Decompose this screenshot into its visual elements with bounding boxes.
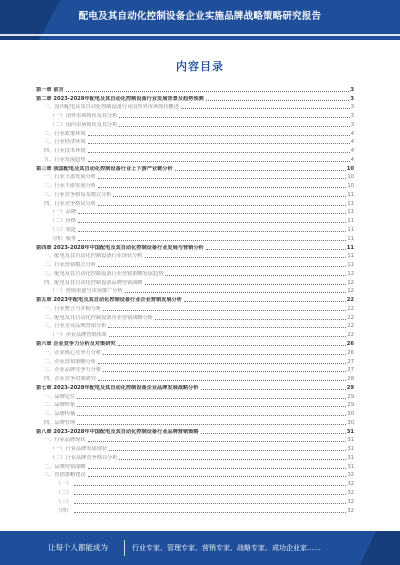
toc-leader-dots (109, 450, 346, 451)
toc-leader-dots (88, 152, 350, 153)
toc-entry-page: 22 (347, 305, 354, 312)
toc-entry[interactable] (36, 304, 354, 313)
toc-entry-title: 一、行业上游发展分析 (44, 174, 96, 181)
toc-entry[interactable] (36, 155, 354, 164)
toc-entry-title: 二、品牌形象 (44, 402, 76, 409)
toc-leader-dots (109, 336, 346, 337)
toc-leader-dots (78, 240, 346, 241)
toc-entry-page: 28 (347, 376, 354, 383)
toc-entry-title: 四、配电及其自动化控制设备品牌营销战略 (44, 279, 143, 286)
toc-entry[interactable] (36, 269, 354, 278)
footer-decoration (360, 531, 400, 565)
footer-divider (124, 540, 125, 556)
toc-entry[interactable] (36, 479, 354, 488)
toc-leader-dots (77, 415, 346, 416)
toc-entry-title: 三、行业经济环境 (44, 139, 86, 146)
toc-entry[interactable] (36, 138, 354, 147)
toc-entry[interactable] (36, 322, 354, 331)
toc-entry-title: （一） (56, 481, 72, 488)
toc-leader-dots (77, 398, 346, 399)
toc-entry-title: 一、配电及其自动化控制设备行业现状分析 (44, 253, 143, 260)
toc-entry-page: 26 (347, 349, 354, 356)
toc-entry-page: 31 (347, 446, 354, 453)
toc-entry-title: 第二章 2023-2028年配电及其自动化控制设备行业发展背景及趋势预测 (36, 95, 204, 102)
toc-entry[interactable] (36, 444, 354, 453)
toc-entry-page: 3 (350, 121, 354, 128)
toc-leader-dots (88, 441, 347, 442)
toc-entry[interactable] (36, 129, 354, 138)
toc-entry[interactable] (36, 216, 354, 225)
page-footer (0, 531, 400, 565)
toc-entry[interactable] (36, 234, 354, 243)
toc-heading: 内容目录 (176, 60, 224, 73)
toc-entry[interactable] (36, 453, 354, 462)
toc-entry[interactable] (36, 339, 354, 348)
toc-entry-page: 31 (346, 428, 354, 435)
toc-entry-title: （一）品牌 (50, 209, 76, 216)
toc-leader-dots (88, 161, 350, 162)
toc-entry[interactable] (36, 462, 354, 471)
toc-leader-dots (98, 187, 347, 188)
toc-entry-page: 22 (347, 314, 354, 321)
toc-entry-page: 11 (347, 262, 354, 269)
toc-entry-title: （四）服务 (50, 235, 76, 242)
toc-leader-dots (98, 363, 347, 364)
toc-entry[interactable] (36, 199, 354, 208)
toc-entry[interactable] (36, 103, 354, 112)
toc-entry-title: 一、行业整合与并购分析 (44, 305, 102, 312)
toc-entry-page: 22 (347, 323, 354, 330)
toc-entry-page: 4 (350, 130, 354, 137)
toc-entry-title: （一）国外市场现状及其分析 (50, 113, 118, 120)
toc-entry-title: 三、行业竞争格局及模式分析 (44, 191, 112, 198)
toc-entry-page: 12 (347, 288, 354, 295)
toc-entry-title: 二、品牌营销战略 (44, 463, 86, 470)
toc-leader-dots (206, 100, 350, 101)
toc-entry-title: 四、行业竞争格局分析 (44, 200, 96, 207)
toc-entry-page: 11 (347, 253, 354, 260)
toc-entry[interactable] (36, 120, 354, 129)
toc-entry-page: 32 (347, 489, 354, 496)
toc-entry-page: 22 (347, 332, 354, 339)
toc-entry-title: 三、配电及其自动化控制设备行业营销策略发展趋势 (44, 270, 164, 277)
toc-leader-dots (113, 196, 346, 197)
toc-entry-page: 3 (350, 113, 354, 120)
toc-entry-page: 11 (347, 200, 354, 207)
toc-entry[interactable] (36, 94, 354, 103)
toc-entry-title: 一、国内配电及其自动化控制设备行业国内外市场现状概述 (44, 104, 179, 111)
toc-entry[interactable] (36, 287, 354, 296)
toc-entry-title: 三、企业品牌竞争力分析 (44, 367, 102, 374)
toc-leader-dots (78, 213, 346, 214)
toc-leader-dots (77, 424, 346, 425)
toc-entry-page: 22 (346, 297, 354, 304)
toc-entry[interactable] (36, 383, 354, 392)
toc-entry-page: 32 (347, 507, 354, 514)
toc-entry[interactable] (36, 330, 354, 339)
toc-entry-title: 第六章 企业竞争力分析及对策研究 (36, 340, 116, 347)
toc-entry-page: 32 (347, 498, 354, 505)
toc-entry-title: 四、企业竞争对策研究 (44, 376, 96, 383)
toc-entry-page: 30 (347, 411, 354, 418)
toc-leader-dots (66, 91, 350, 92)
toc-entry-title: 一、行业品牌现状 (44, 437, 86, 444)
toc-leader-dots (103, 354, 346, 355)
toc-entry[interactable] (36, 418, 354, 427)
toc-entry[interactable] (36, 506, 354, 515)
toc-entry-title: （二）国内市场现状及其分析 (50, 121, 118, 128)
toc-leader-dots (145, 257, 347, 258)
toc-leader-dots (184, 301, 346, 302)
toc-entry-title: （一）行业品牌发展现状 (50, 446, 108, 453)
toc-entry-page: 4 (350, 148, 354, 155)
toc-leader-dots (119, 459, 346, 460)
toc-entry-title: 第五章 2023年配电及其自动化控制设备行业企业营销发展分析 (36, 297, 182, 304)
toc-entry-title: （二）行业品牌竞争格局分析 (50, 454, 118, 461)
toc-leader-dots (201, 389, 346, 390)
toc-entry-title: （二）价格 (50, 218, 76, 225)
toc-leader-dots (88, 135, 350, 136)
toc-entry-title: 三、行业企业品牌营销分析 (44, 323, 107, 330)
toc-entry[interactable] (36, 409, 354, 418)
toc-leader-dots (119, 117, 349, 118)
toc-leader-dots (74, 512, 347, 513)
toc-entry-title: 二、行业下游发展分析 (44, 183, 96, 190)
toc-entry[interactable] (36, 146, 354, 155)
toc-leader-dots (78, 222, 346, 223)
toc-leader-dots (206, 249, 346, 250)
toc-entry-title: 四、行业技术环境 (44, 148, 86, 155)
toc-leader-dots (118, 345, 346, 346)
toc-entry[interactable] (36, 357, 354, 366)
toc-entry-page: 31 (347, 463, 354, 470)
toc-entry[interactable] (36, 190, 354, 199)
footer-slogan-right: 行业专家、管理专家、营销专家、战略专家、成功企业家…… (132, 544, 321, 552)
footer-slogan-left: 让每个人都能成为 (48, 543, 108, 552)
toc-entry[interactable] (36, 111, 354, 120)
toc-entry[interactable] (36, 436, 354, 445)
toc-entry[interactable] (36, 208, 354, 217)
toc-entry[interactable] (36, 278, 354, 287)
toc-entry-page: 12 (347, 270, 354, 277)
toc-entry[interactable] (36, 427, 354, 436)
toc-entry-page: 29 (347, 393, 354, 400)
toc-entry-page: 29 (346, 384, 354, 391)
toc-entry-title: 二、配电及其自动化控制设备企业营销战略分析 (44, 314, 153, 321)
toc-entry-page: 27 (347, 358, 354, 365)
toc-entry-page: 11 (346, 244, 354, 251)
toc-entry[interactable] (36, 164, 354, 173)
toc-entry-page: 31 (347, 437, 354, 444)
toc-entry[interactable] (36, 85, 354, 94)
toc-entry-title: 第八章 2023-2028年中国配电及其自动化控制设备行业品牌营销策略 (36, 428, 199, 435)
toc-entry-title: （四） (56, 507, 72, 514)
toc-entry-page: 12 (347, 279, 354, 286)
toc-entry[interactable] (36, 401, 354, 410)
toc-leader-dots (88, 468, 347, 469)
toc-entry[interactable] (36, 488, 354, 497)
toc-entry-page: 32 (347, 481, 354, 488)
toc-entry-page: 10 (347, 183, 354, 190)
toc-entry-page: 31 (347, 454, 354, 461)
toc-leader-dots (103, 310, 346, 311)
toc-entry-page: 11 (347, 218, 354, 225)
toc-entry[interactable] (36, 374, 354, 383)
toc-entry-title: （三）渠道 (50, 227, 76, 234)
toc-entry[interactable] (36, 348, 354, 357)
page-header (0, 0, 400, 40)
document-title: 配电及其自动化控制设备企业实施品牌战略策略研究报告 (78, 11, 322, 22)
toc-entry-title: （三） (56, 498, 72, 505)
toc-entry-title: 三、品牌传播 (44, 411, 76, 418)
toc-leader-dots (98, 380, 347, 381)
toc-leader-dots (88, 143, 350, 144)
toc-entry-title: 三、营销策略建议 (44, 472, 86, 479)
toc-leader-dots (74, 503, 347, 504)
toc-leader-dots (145, 284, 347, 285)
toc-entry[interactable] (36, 181, 354, 190)
toc-entry-title: 第一章 前言 (36, 86, 64, 93)
toc-entry[interactable] (36, 225, 354, 234)
table-of-contents (36, 85, 354, 515)
toc-leader-dots (201, 433, 346, 434)
toc-leader-dots (98, 266, 347, 267)
toc-leader-dots (77, 406, 346, 407)
toc-leader-dots (155, 319, 346, 320)
toc-leader-dots (165, 275, 346, 276)
toc-entry-page: 3 (350, 95, 354, 102)
toc-entry[interactable] (36, 366, 354, 375)
toc-entry-page: 29 (347, 402, 354, 409)
toc-entry-title: 二、行业政策环境 (44, 130, 86, 137)
toc-leader-dots (119, 126, 349, 127)
header-divider (0, 34, 400, 36)
toc-entry-title: 第三章 我国配电及其自动化控制设备行业上下游产业链分析 (36, 165, 173, 172)
toc-entry-page: 11 (347, 227, 354, 234)
toc-entry-title: （一）营销渠道与市场推广分析 (50, 288, 123, 295)
toc-entry-title: 二、行业营销模式分析 (44, 262, 96, 269)
toc-entry-title: 四、品牌管理 (44, 419, 76, 426)
toc-leader-dots (74, 494, 347, 495)
toc-entry-page: 26 (346, 340, 354, 347)
toc-entry-page: 3 (350, 104, 354, 111)
toc-entry[interactable] (36, 392, 354, 401)
toc-entry-title: （一）企业品牌营销体系 (50, 332, 108, 339)
toc-entry-title: 第四章 2023-2028年中国配电及其自动化控制设备行业发展与营销分析 (36, 244, 204, 251)
toc-entry[interactable] (36, 252, 354, 261)
toc-entry[interactable] (36, 173, 354, 182)
toc-entry-page: 10 (347, 174, 354, 181)
toc-entry[interactable] (36, 243, 354, 252)
toc-entry-page: 11 (347, 235, 354, 242)
toc-entry-title: 一、品牌定位 (44, 393, 76, 400)
toc-entry-title: 二、企业营销策略分析 (44, 358, 96, 365)
toc-entry-page: 3 (350, 86, 354, 93)
toc-entry-page: 10 (346, 165, 354, 172)
toc-leader-dots (103, 371, 346, 372)
toc-entry[interactable] (36, 497, 354, 506)
toc-leader-dots (175, 170, 346, 171)
toc-entry-page: 4 (350, 139, 354, 146)
toc-entry-title: （二） (56, 489, 72, 496)
toc-entry-title: 一、企业核心竞争力分析 (44, 349, 102, 356)
toc-entry-page: 32 (347, 472, 354, 479)
toc-leader-dots (74, 485, 347, 486)
toc-entry-page: 4 (350, 156, 354, 163)
toc-entry-page: 11 (347, 191, 354, 198)
toc-leader-dots (108, 327, 346, 328)
toc-entry[interactable] (36, 295, 354, 304)
toc-leader-dots (98, 178, 347, 179)
toc-leader-dots (125, 292, 347, 293)
toc-leader-dots (98, 205, 347, 206)
toc-leader-dots (88, 476, 347, 477)
toc-entry[interactable] (36, 471, 354, 480)
toc-entry-page: 27 (347, 367, 354, 374)
toc-leader-dots (181, 108, 350, 109)
toc-entry[interactable] (36, 313, 354, 322)
toc-entry-title: 五、行业发展趋势 (44, 156, 86, 163)
toc-entry[interactable] (36, 260, 354, 269)
toc-leader-dots (78, 231, 346, 232)
toc-entry-title: 第七章 2023-2028年配电及其自动化控制设备企业品牌发展战略分析 (36, 384, 199, 391)
toc-entry-page: 11 (347, 209, 354, 216)
toc-entry-page: 30 (347, 419, 354, 426)
